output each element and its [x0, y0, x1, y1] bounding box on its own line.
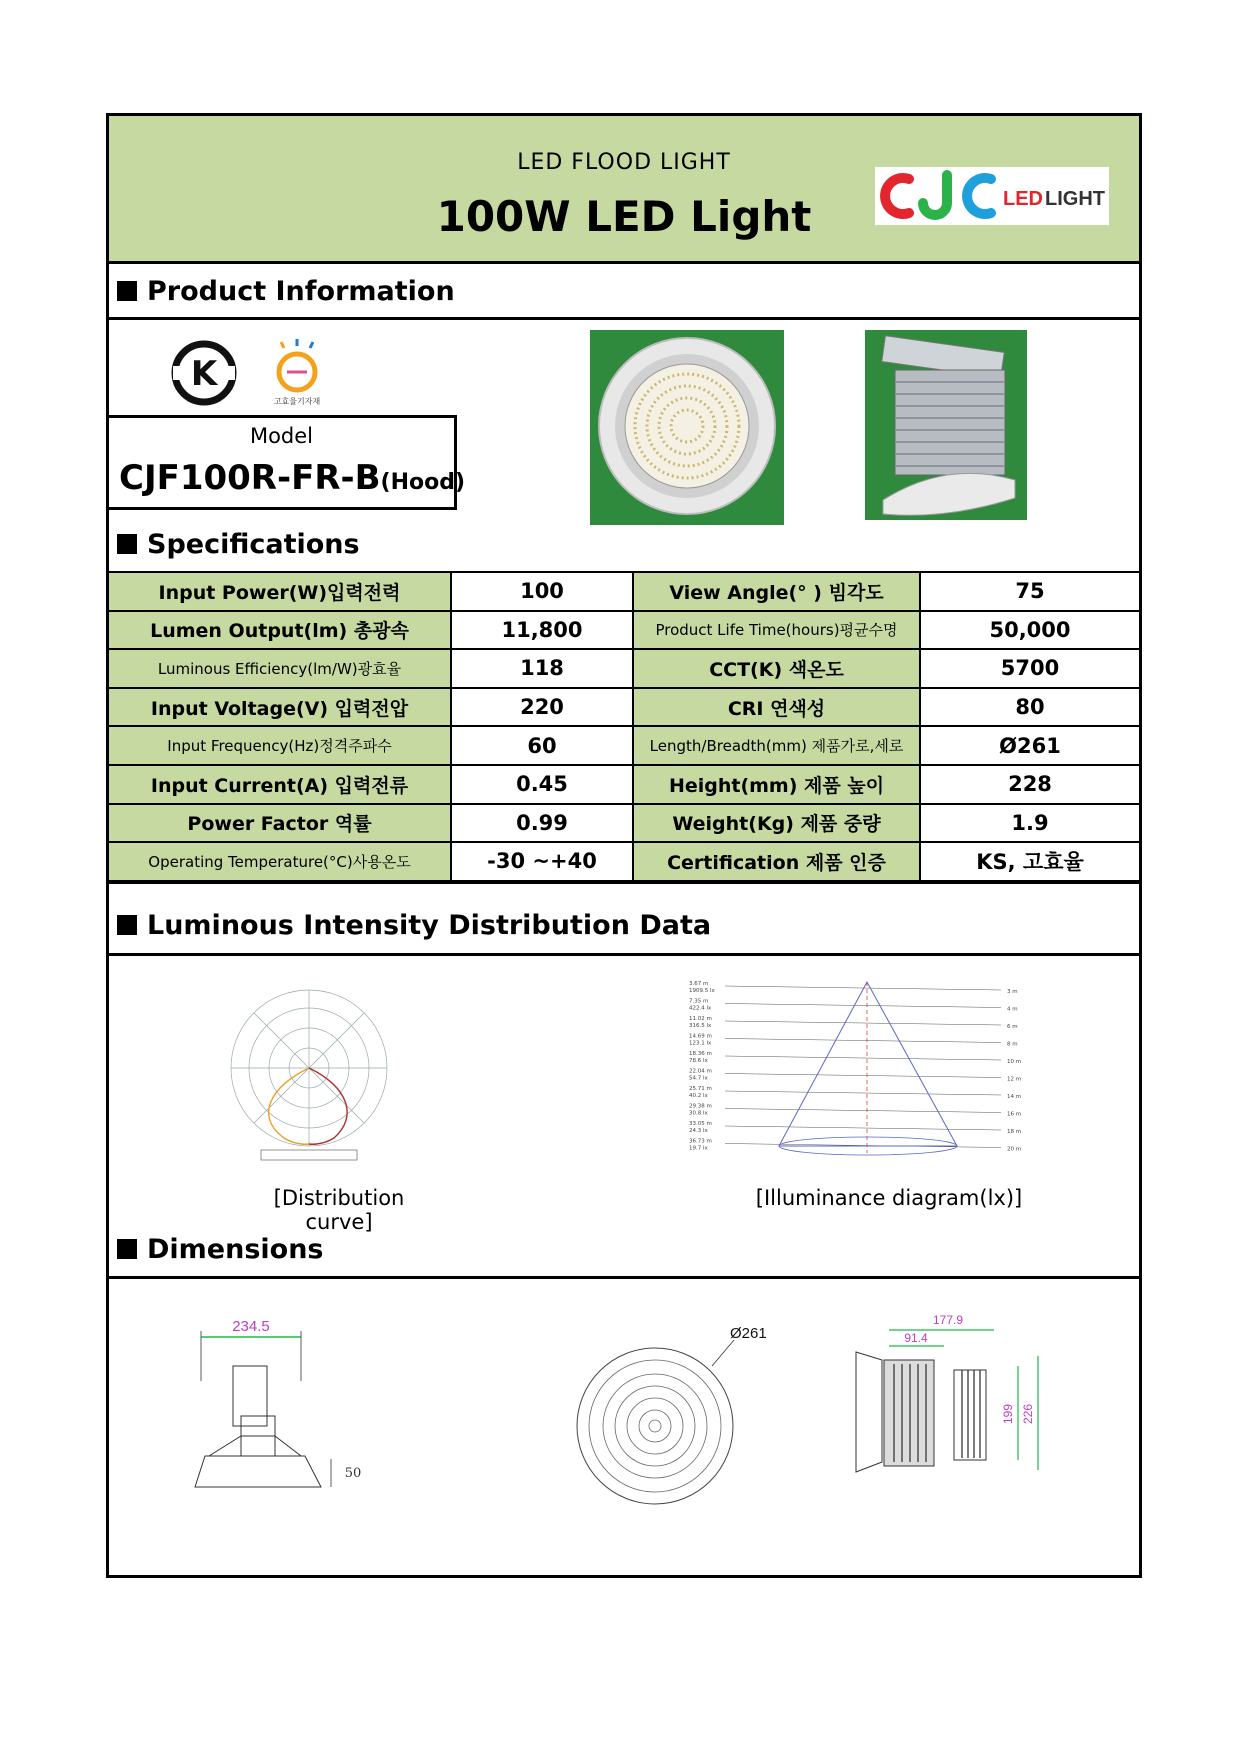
dim-height-inner-label: 199 [1001, 1403, 1015, 1424]
spec-label: Weight(Kg) 제품 중량 [633, 804, 920, 843]
illuminance-distance-label: 14.69 m [689, 1033, 712, 1040]
illuminance-height-label: 4 m [1007, 1006, 1018, 1013]
illuminance-row-line [725, 1074, 1001, 1078]
table-row [109, 611, 1139, 650]
illuminance-height-label: 6 m [1007, 1024, 1018, 1030]
specifications-table [109, 571, 1139, 882]
model-box [109, 415, 466, 510]
divider [109, 317, 1139, 320]
spec-value: 11,800 [451, 611, 633, 650]
product-photo-front [590, 330, 784, 525]
section-dimensions: Dimensions [117, 1234, 324, 1265]
illuminance-lux-label: 54.7 lx [689, 1075, 708, 1082]
spec-value: -30 ~+40 [451, 842, 633, 881]
illuminance-distance-label: 7.35 m [689, 998, 709, 1005]
spec-value: 50,000 [920, 611, 1139, 650]
spec-label: Certification 제품 인증 [633, 842, 920, 881]
spec-label: Product Life Time(hours)평균수명 [633, 611, 920, 650]
illuminance-height-label: 12 m [1007, 1076, 1022, 1083]
dim-side-part-label: 91.4 [904, 1331, 928, 1345]
model-label: Model [249, 424, 314, 448]
illuminance-lux-label: 30.8 lx [689, 1110, 708, 1117]
cjc-logo [875, 167, 1109, 225]
illuminance-lux-label: 123.1 lx [689, 1040, 712, 1047]
spec-value: Ø261 [920, 726, 1139, 765]
efficiency-mark-icon [279, 339, 315, 390]
square-bullet-icon [117, 534, 137, 554]
illuminance-height-label: 8 m [1007, 1041, 1018, 1048]
illuminance-distance-label: 11.02 m [689, 1016, 712, 1022]
spec-value: 220 [451, 688, 633, 727]
illuminance-height-label: 20 m [1007, 1146, 1022, 1153]
illuminance-distance-label: 33.05 m [689, 1121, 712, 1127]
spec-value: KS, 고효율 [920, 842, 1139, 881]
svg-text:LIGHT: LIGHT [1045, 188, 1105, 210]
illuminance-row-line [725, 1091, 1001, 1095]
dim-diameter-label: Ø261 [730, 1326, 767, 1342]
dim-side-total-label: 177.9 [932, 1313, 964, 1327]
divider [109, 1276, 1139, 1279]
illuminance-lux-label: 422.4 lx [689, 1005, 712, 1012]
spec-label: Operating Temperature(°C)사용온도 [109, 842, 451, 881]
model-name: CJF100R-FR-B(Hood) [119, 458, 466, 498]
table-row [109, 726, 1139, 765]
illuminance-diagram [689, 978, 1029, 1163]
spec-value: 80 [920, 688, 1139, 727]
illuminance-distance-label: 29.38 m [689, 1103, 712, 1110]
dimension-top-view [562, 1326, 777, 1506]
illuminance-row-line [725, 1126, 1001, 1130]
illuminance-row-line [725, 1004, 1001, 1008]
illuminance-lux-label: 316.5 lx [689, 1023, 712, 1029]
spec-label: Height(mm) 제품 높이 [633, 765, 920, 804]
spec-value: 100 [451, 572, 633, 611]
spec-label: CRI 연색성 [633, 688, 920, 727]
section-specifications: Specifications [117, 529, 360, 560]
illuminance-height-label: 16 m [1007, 1111, 1022, 1118]
illuminance-distance-label: 36.73 m [689, 1138, 712, 1145]
illuminance-diagram-caption: [Illuminance diagram(lx)] [755, 1186, 1023, 1210]
section-product-information: Product Information [117, 276, 455, 307]
table-row [109, 842, 1139, 881]
spec-value: 75 [920, 572, 1139, 611]
spec-value: 1.9 [920, 804, 1139, 843]
spec-label: Input Frequency(Hz)정격주파수 [109, 726, 451, 765]
svg-text:K: K [190, 354, 218, 394]
divider [109, 881, 1139, 884]
header-banner [109, 116, 1139, 264]
product-photo-side [865, 330, 1027, 520]
dim-height-total-label: 226 [1021, 1403, 1035, 1424]
illuminance-distance-label: 25.71 m [689, 1086, 712, 1092]
spec-label: Lumen Output(lm) 총광속 [109, 611, 451, 650]
product-title: 100W LED Light [436, 192, 812, 241]
spec-label: Input Current(A) 입력전류 [109, 765, 451, 804]
illuminance-lux-label: 24.3 lx [689, 1128, 708, 1134]
table-row [109, 804, 1139, 843]
illuminance-height-label: 3 m [1007, 989, 1018, 995]
certification-marks [169, 338, 339, 412]
illuminance-height-label: 18 m [1007, 1129, 1022, 1135]
ks-mark-icon [169, 338, 339, 408]
spec-value: 228 [920, 765, 1139, 804]
illuminance-lux-label: 19.7 lx [689, 1145, 708, 1152]
illuminance-distance-label: 22.04 m [689, 1068, 712, 1075]
illuminance-lux-label: 1909.5 lx [689, 988, 715, 994]
spec-label: Power Factor 역률 [109, 804, 451, 843]
illuminance-distance-label: 18.36 m [689, 1051, 712, 1057]
spec-value: 0.45 [451, 765, 633, 804]
illuminance-row-line [725, 1021, 1001, 1025]
section-luminous-intensity: Luminous Intensity Distribution Data [117, 910, 711, 941]
table-row [109, 572, 1139, 611]
square-bullet-icon [117, 915, 137, 935]
dimension-front-view [181, 1321, 391, 1501]
dimension-side-view [854, 1312, 1064, 1502]
spec-label: Length/Breadth(mm) 제품가로,세로 [633, 726, 920, 765]
model-suffix: (Hood) [380, 470, 466, 495]
dim-base-height-label: 50 [344, 1466, 362, 1481]
svg-text:고효율기자재: 고효율기자재 [273, 397, 321, 406]
spec-value: 0.99 [451, 804, 633, 843]
square-bullet-icon [117, 281, 137, 301]
datasheet [106, 113, 1142, 1578]
spec-label: CCT(K) 색온도 [633, 649, 920, 688]
illuminance-height-label: 10 m [1007, 1059, 1022, 1065]
spec-value: 60 [451, 726, 633, 765]
spec-label: Luminous Efficiency(lm/W)광효율 [109, 649, 451, 688]
distribution-curve-chart [209, 986, 409, 1166]
square-bullet-icon [117, 1239, 137, 1259]
spec-label: Input Power(W)입력전력 [109, 572, 451, 611]
illuminance-row-line [725, 1109, 1001, 1113]
spec-label: Input Voltage(V) 입력전압 [109, 688, 451, 727]
table-row [109, 688, 1139, 727]
illuminance-distance-label: 3.67 m [689, 981, 709, 987]
illuminance-lux-label: 78.6 lx [689, 1058, 708, 1064]
illuminance-height-label: 14 m [1007, 1094, 1022, 1100]
illuminance-row-line [725, 1056, 1001, 1060]
spec-label: View Angle(° ) 빔각도 [633, 572, 920, 611]
table-row [109, 649, 1139, 688]
spec-value: 5700 [920, 649, 1139, 688]
table-row [109, 765, 1139, 804]
illuminance-lux-label: 40.2 lx [689, 1093, 708, 1099]
divider [109, 953, 1139, 956]
distribution-curve-caption: [Distribution curve] [273, 1186, 405, 1234]
svg-text:LED: LED [1003, 188, 1043, 210]
dim-width-label: 234.5 [232, 1321, 270, 1335]
spec-value: 118 [451, 649, 633, 688]
product-category: LED FLOOD LIGHT [517, 150, 731, 175]
illuminance-row-line [725, 1039, 1001, 1043]
